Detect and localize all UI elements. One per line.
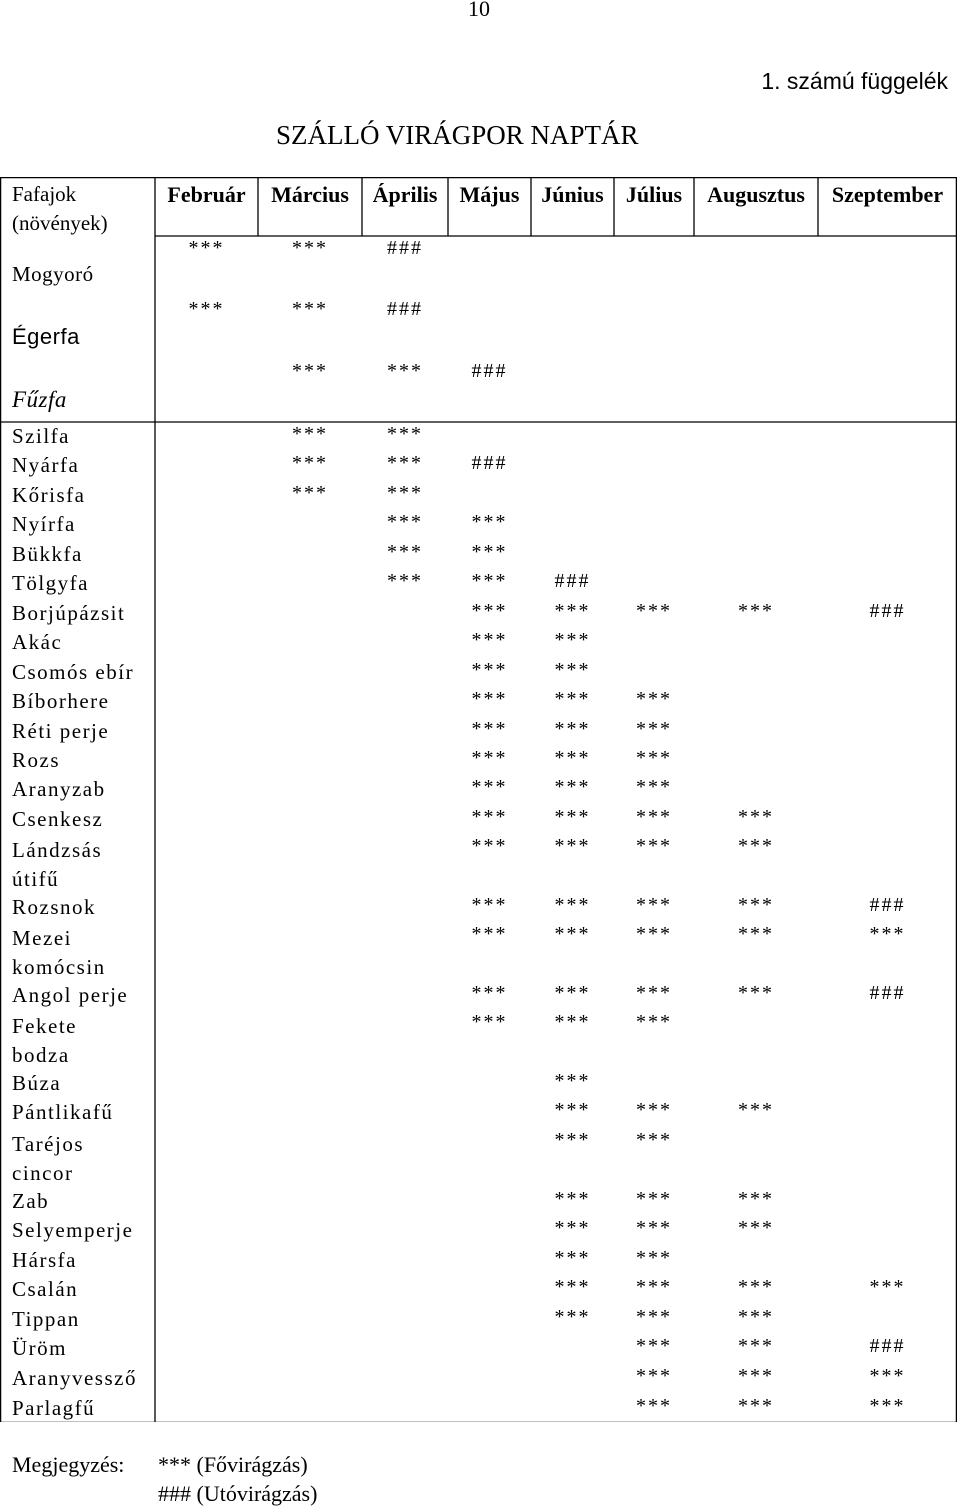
main-bloom-mark: *** — [471, 806, 508, 828]
plant-column-header: Fafajok (növények) — [12, 182, 108, 235]
main-bloom-mark: *** — [636, 1247, 672, 1269]
main-bloom-mark: *** — [292, 452, 328, 474]
main-bloom-mark: *** — [738, 835, 774, 857]
plant-name: Rozs — [12, 748, 60, 772]
main-bloom-mark: *** — [738, 923, 774, 945]
plant-name: Mezei komócsin — [12, 926, 106, 979]
main-bloom-mark: *** — [471, 570, 508, 592]
main-bloom-mark: *** — [869, 1276, 906, 1298]
plant-name: Angol perje — [12, 983, 129, 1007]
main-bloom-mark: *** — [292, 237, 328, 259]
main-bloom-mark: *** — [636, 600, 672, 622]
main-bloom-mark: *** — [738, 806, 774, 828]
after-bloom-mark: ### — [554, 570, 591, 592]
after-bloom-mark: ### — [471, 452, 508, 474]
main-bloom-mark: *** — [554, 600, 591, 622]
main-bloom-mark: *** — [869, 923, 906, 945]
main-bloom-mark: *** — [471, 629, 508, 651]
main-bloom-mark: *** — [554, 718, 591, 740]
after-bloom-mark: ### — [387, 298, 423, 320]
main-bloom-mark: *** — [636, 923, 672, 945]
main-bloom-mark: *** — [738, 1395, 774, 1417]
plant-name: Lándzsás útifű — [12, 838, 103, 891]
plant-name: Hársfa — [12, 1248, 77, 1272]
main-bloom-mark: *** — [636, 1395, 672, 1417]
main-bloom-mark: *** — [188, 298, 225, 320]
month-header: Február — [167, 182, 246, 207]
plant-name: Fekete bodza — [12, 1014, 77, 1067]
main-bloom-mark: *** — [738, 1276, 774, 1298]
plant-name: Tölgyfa — [12, 571, 89, 595]
main-bloom-mark: *** — [554, 1217, 591, 1239]
main-bloom-mark: *** — [554, 659, 591, 681]
main-bloom-mark: *** — [554, 688, 591, 710]
main-bloom-mark: *** — [636, 718, 672, 740]
main-bloom-mark: *** — [554, 835, 591, 857]
plant-name: Parlagfű — [12, 1396, 96, 1420]
main-bloom-mark: *** — [636, 747, 672, 769]
main-bloom-mark: *** — [471, 982, 508, 1004]
main-bloom-mark: *** — [471, 541, 508, 563]
plant-name: Nyárfa — [12, 453, 80, 477]
plant-name: Búza — [12, 1071, 62, 1095]
main-bloom-mark: *** — [554, 1011, 591, 1033]
main-bloom-mark: *** — [554, 1306, 591, 1328]
main-bloom-mark: *** — [292, 360, 328, 382]
main-bloom-mark: *** — [636, 1129, 672, 1151]
main-bloom-mark: *** — [554, 1247, 591, 1269]
main-bloom-mark: *** — [292, 482, 328, 504]
after-bloom-mark: ### — [869, 600, 906, 622]
main-bloom-mark: *** — [188, 237, 225, 259]
after-bloom-mark: ### — [471, 360, 508, 382]
main-bloom-mark: *** — [292, 423, 328, 445]
main-bloom-mark: *** — [471, 894, 508, 916]
main-bloom-mark: *** — [738, 894, 774, 916]
main-bloom-mark: *** — [554, 747, 591, 769]
main-bloom-mark: *** — [636, 1276, 672, 1298]
main-bloom-mark: *** — [471, 923, 508, 945]
main-bloom-mark: *** — [636, 806, 672, 828]
main-bloom-mark: *** — [554, 629, 591, 651]
main-bloom-mark: *** — [636, 1011, 672, 1033]
main-bloom-mark: *** — [636, 835, 672, 857]
page-number: 10 — [468, 0, 490, 21]
month-header: Március — [271, 182, 349, 207]
main-bloom-mark: *** — [636, 894, 672, 916]
main-bloom-mark: *** — [292, 298, 328, 320]
plant-name: Csomós ebír — [12, 660, 135, 684]
plant-name: Csenkesz — [12, 807, 104, 831]
after-bloom-mark: ### — [387, 237, 423, 259]
note-line-after-bloom: ### (Utóvirágzás) — [158, 1481, 318, 1506]
main-bloom-mark: *** — [738, 600, 774, 622]
month-header: Augusztus — [707, 182, 805, 207]
main-bloom-mark: *** — [554, 1099, 591, 1121]
plant-name: Csalán — [12, 1277, 79, 1301]
plant-name: Akác — [12, 630, 63, 654]
main-bloom-mark: *** — [554, 923, 591, 945]
plant-name: Nyírfa — [12, 512, 76, 536]
plant-name: Bíborhere — [12, 689, 110, 713]
main-bloom-mark: *** — [387, 511, 423, 533]
main-bloom-mark: *** — [738, 1365, 774, 1387]
main-bloom-mark: *** — [636, 776, 672, 798]
plant-name: Égerfa — [12, 324, 80, 349]
main-bloom-mark: *** — [738, 1188, 774, 1210]
month-header: Július — [625, 182, 683, 207]
month-header: Április — [372, 182, 438, 207]
main-bloom-mark: *** — [387, 482, 423, 504]
main-bloom-mark: *** — [554, 894, 591, 916]
main-bloom-mark: *** — [554, 982, 591, 1004]
main-bloom-mark: *** — [471, 747, 508, 769]
plant-name: Zab — [12, 1189, 50, 1213]
main-bloom-mark: *** — [554, 806, 591, 828]
plant-name: Fűzfa — [12, 387, 67, 412]
plant-name: Mogyoró — [12, 262, 94, 286]
main-bloom-mark: *** — [554, 1070, 591, 1092]
main-bloom-mark: *** — [387, 360, 423, 382]
plant-name: Taréjos cincor — [12, 1132, 85, 1185]
main-bloom-mark: *** — [636, 1217, 672, 1239]
main-bloom-mark: *** — [471, 776, 508, 798]
main-bloom-mark: *** — [387, 570, 423, 592]
main-bloom-mark: *** — [471, 659, 508, 681]
main-bloom-mark: *** — [554, 776, 591, 798]
after-bloom-mark: ### — [869, 982, 906, 1004]
plant-name: Bükkfa — [12, 542, 83, 566]
plant-name: Szilfa — [12, 424, 70, 448]
main-bloom-mark: *** — [636, 1335, 672, 1357]
main-bloom-mark: *** — [636, 1188, 672, 1210]
month-header: Május — [459, 182, 520, 207]
main-bloom-mark: *** — [869, 1395, 906, 1417]
main-bloom-mark: *** — [738, 982, 774, 1004]
page-title: SZÁLLÓ VIRÁGPOR NAPTÁR — [276, 120, 639, 150]
main-bloom-mark: *** — [738, 1217, 774, 1239]
main-bloom-mark: *** — [387, 541, 423, 563]
plant-name: Rozsnok — [12, 895, 96, 919]
main-bloom-mark: *** — [387, 452, 423, 474]
plant-name: Réti perje — [12, 719, 110, 743]
after-bloom-mark: ### — [869, 894, 906, 916]
main-bloom-mark: *** — [471, 718, 508, 740]
main-bloom-mark: *** — [636, 1306, 672, 1328]
plant-name: Borjúpázsit — [12, 601, 126, 625]
main-bloom-mark: *** — [738, 1099, 774, 1121]
main-bloom-mark: *** — [636, 688, 672, 710]
main-bloom-mark: *** — [636, 1099, 672, 1121]
main-bloom-mark: *** — [471, 1011, 508, 1033]
plant-name: Aranyzab — [12, 777, 106, 801]
main-bloom-mark: *** — [554, 1188, 591, 1210]
main-bloom-mark: *** — [554, 1129, 591, 1151]
month-header: Szeptember — [831, 182, 944, 207]
main-bloom-mark: *** — [387, 423, 423, 445]
main-bloom-mark: *** — [471, 688, 508, 710]
plant-name: Pántlikafű — [12, 1100, 114, 1124]
main-bloom-mark: *** — [471, 835, 508, 857]
appendix-label: 1. számú függelék — [761, 68, 948, 94]
main-bloom-mark: *** — [471, 600, 508, 622]
main-bloom-mark: *** — [471, 511, 508, 533]
after-bloom-mark: ### — [869, 1335, 906, 1357]
main-bloom-mark: *** — [636, 1365, 672, 1387]
plant-name: Kőrisfa — [12, 483, 86, 507]
main-bloom-mark: *** — [738, 1306, 774, 1328]
plant-name: Aranyvessző — [12, 1366, 137, 1390]
plant-name: Tippan — [12, 1307, 80, 1331]
main-bloom-mark: *** — [636, 982, 672, 1004]
plant-name: Üröm — [12, 1336, 67, 1360]
note-line-main-bloom: *** (Fővirágzás) — [158, 1452, 308, 1477]
main-bloom-mark: *** — [554, 1276, 591, 1298]
plant-name: Selyemperje — [12, 1218, 134, 1242]
main-bloom-mark: *** — [738, 1335, 774, 1357]
month-header: Június — [541, 182, 604, 207]
main-bloom-mark: *** — [869, 1365, 906, 1387]
note-label: Megjegyzés: — [12, 1452, 125, 1477]
